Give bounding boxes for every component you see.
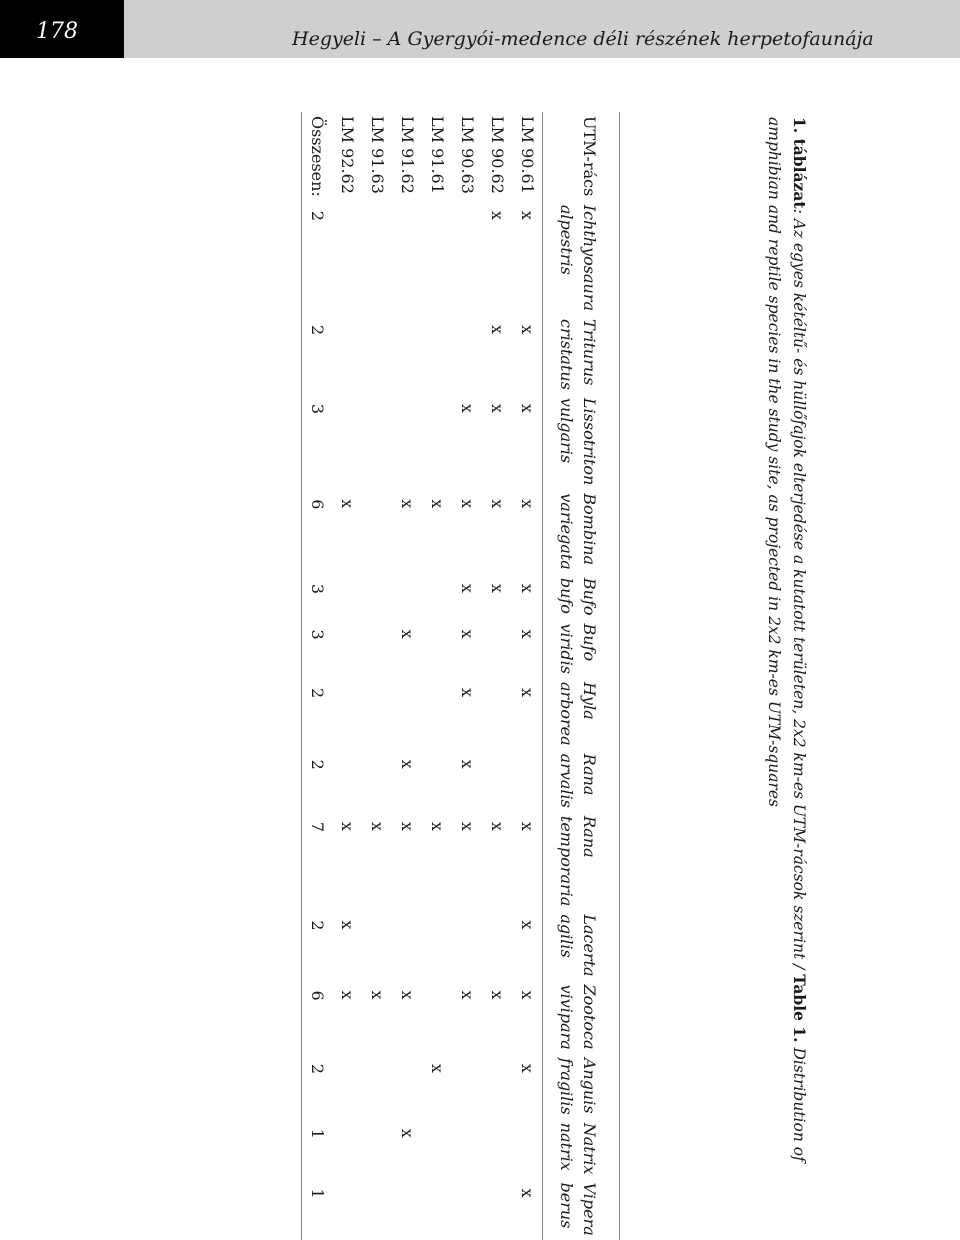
species-epithet: fragilis <box>557 1057 576 1115</box>
species-genus: Natrix <box>580 1122 599 1175</box>
caption-text-en: Distribution of amphibian and reptile species in the study site, as projected in 2x2 km-es UTM-squares <box>765 117 808 1162</box>
species-column-header <box>543 619 620 678</box>
presence-cell <box>422 910 452 980</box>
total-cell: 7 <box>302 812 333 910</box>
table-row <box>362 112 392 1240</box>
presence-cell <box>332 315 362 394</box>
presence-cell: x <box>458 403 477 413</box>
presence-cell: x <box>398 821 417 831</box>
species-epithet: agilis <box>557 914 576 958</box>
utm-cell: LM 90.63 <box>458 116 477 194</box>
distribution-table <box>301 112 620 1240</box>
presence-cell: x <box>518 821 537 831</box>
table-row <box>482 112 512 1240</box>
species-column-header <box>543 1179 620 1240</box>
utm-cell: LM 90.62 <box>488 116 507 194</box>
presence-cell <box>362 1119 392 1179</box>
total-cell: 2 <box>302 1054 333 1119</box>
species-epithet: cristatus <box>557 319 576 390</box>
species-column-header <box>543 678 620 750</box>
caption-text-hu: : Az egyes kétéltű- és hüllőfajok elterjedése a kutatott területen, 2x2 km-es UTM-rácsok szerint / <box>790 208 808 975</box>
page-number: 178 <box>36 19 78 44</box>
presence-cell: x <box>428 821 447 831</box>
presence-cell: x <box>518 210 537 220</box>
presence-cell <box>362 750 392 812</box>
caption-label-hu: 1. táblázat <box>790 117 809 209</box>
presence-cell <box>422 394 452 489</box>
presence-cell <box>392 1054 422 1119</box>
page-number-box <box>0 0 124 58</box>
species-column-header <box>543 1054 620 1119</box>
utm-cell: LM 92.62 <box>338 116 357 194</box>
presence-cell <box>362 394 392 489</box>
species-column-header <box>543 1119 620 1179</box>
species-column-header <box>543 812 620 910</box>
presence-cell <box>482 619 512 678</box>
presence-cell <box>362 489 392 574</box>
species-genus: Lacerta <box>580 914 599 977</box>
presence-cell: x <box>458 629 477 639</box>
utm-cell: LM 91.63 <box>368 116 387 194</box>
presence-cell <box>362 315 392 394</box>
presence-cell: x <box>398 499 417 509</box>
presence-cell: x <box>458 821 477 831</box>
table-row <box>452 112 482 1240</box>
presence-cell: x <box>428 499 447 509</box>
presence-cell <box>362 201 392 315</box>
presence-cell: x <box>488 210 507 220</box>
presence-cell <box>332 750 362 812</box>
total-cell: 3 <box>302 394 333 489</box>
species-genus: Hyla <box>580 681 599 720</box>
species-epithet: viridis <box>557 623 576 674</box>
presence-cell <box>362 1179 392 1240</box>
species-column-header <box>543 315 620 394</box>
presence-cell: x <box>398 1128 417 1138</box>
species-genus: Zootoca <box>580 984 599 1050</box>
presence-cell: x <box>338 821 357 831</box>
total-cell: 3 <box>302 574 333 620</box>
presence-cell: x <box>518 687 537 697</box>
presence-cell: x <box>368 821 387 831</box>
presence-cell <box>482 1054 512 1119</box>
presence-cell: x <box>488 403 507 413</box>
presence-cell: x <box>518 499 537 509</box>
species-genus: Vipera <box>580 1182 599 1236</box>
presence-cell: x <box>488 325 507 335</box>
presence-cell <box>332 619 362 678</box>
species-epithet: berus <box>557 1182 576 1229</box>
presence-cell: x <box>518 920 537 930</box>
species-genus: Ichthyosaura <box>580 204 599 312</box>
presence-cell <box>392 678 422 750</box>
presence-cell <box>422 619 452 678</box>
species-epithet: bufo <box>557 577 576 614</box>
presence-cell: x <box>488 499 507 509</box>
presence-cell: x <box>518 325 537 335</box>
table-row <box>422 112 452 1240</box>
table-row <box>332 112 362 1240</box>
presence-cell: x <box>398 759 417 769</box>
presence-cell <box>392 394 422 489</box>
running-title: Hegyeli – A Gyergyói-medence déli részének herpetofaunája <box>292 28 874 50</box>
species-epithet: vulgaris <box>557 397 576 464</box>
species-epithet: temporaria <box>557 815 576 907</box>
table-caption <box>761 117 812 1169</box>
utm-cell: LM 90.61 <box>518 116 537 194</box>
presence-cell <box>422 981 452 1054</box>
species-epithet: variegata <box>557 493 576 570</box>
totals-row <box>302 112 333 1240</box>
presence-cell <box>362 574 392 620</box>
table-row <box>392 112 422 1240</box>
presence-cell <box>362 678 392 750</box>
presence-cell: x <box>458 499 477 509</box>
utm-column-header: UTM-rács <box>543 112 620 201</box>
utm-cell: LM 91.61 <box>428 116 447 194</box>
species-epithet: arvalis <box>557 753 576 808</box>
presence-cell <box>482 910 512 980</box>
presence-cell: x <box>488 583 507 593</box>
presence-cell <box>392 315 422 394</box>
total-cell: 2 <box>302 910 333 980</box>
rotated-table-block <box>220 112 820 1236</box>
presence-cell <box>512 1119 543 1179</box>
presence-cell <box>452 201 482 315</box>
presence-cell <box>422 1179 452 1240</box>
species-genus: Triturus <box>580 319 599 386</box>
presence-cell: x <box>518 990 537 1000</box>
presence-cell: x <box>398 629 417 639</box>
presence-cell <box>332 1119 362 1179</box>
presence-cell <box>332 1179 362 1240</box>
presence-cell <box>332 574 362 620</box>
total-cell: 2 <box>302 315 333 394</box>
total-cell: 2 <box>302 750 333 812</box>
presence-cell <box>452 1054 482 1119</box>
presence-cell <box>332 394 362 489</box>
table-body <box>302 112 543 1240</box>
species-epithet: arborea <box>557 681 576 746</box>
caption-label-en: Table 1. <box>790 974 809 1043</box>
species-column-header <box>543 394 620 489</box>
presence-cell <box>392 201 422 315</box>
presence-cell <box>422 678 452 750</box>
presence-cell: x <box>488 990 507 1000</box>
presence-cell <box>362 1054 392 1119</box>
presence-cell: x <box>518 1063 537 1073</box>
utm-cell: LM 91.62 <box>398 116 417 194</box>
species-genus: Bombina <box>580 493 599 566</box>
total-cell: 2 <box>302 201 333 315</box>
presence-cell <box>422 1119 452 1179</box>
presence-cell: x <box>338 499 357 509</box>
presence-cell <box>422 315 452 394</box>
total-cell: 2 <box>302 678 333 750</box>
presence-cell: x <box>458 583 477 593</box>
presence-cell <box>392 1179 422 1240</box>
species-epithet: natrix <box>557 1122 576 1171</box>
species-genus: Rana <box>580 753 599 796</box>
table-row <box>512 112 543 1240</box>
presence-cell <box>482 750 512 812</box>
presence-cell: x <box>368 990 387 1000</box>
presence-cell: x <box>458 759 477 769</box>
total-cell: 6 <box>302 489 333 574</box>
total-cell: 1 <box>302 1179 333 1240</box>
species-genus: Bufo <box>580 623 599 662</box>
presence-cell <box>452 1119 482 1179</box>
species-genus: Bufo <box>580 577 599 616</box>
species-genus: Rana <box>580 815 599 858</box>
presence-cell <box>422 574 452 620</box>
species-column-header <box>543 981 620 1054</box>
presence-cell <box>332 678 362 750</box>
total-cell: 6 <box>302 981 333 1054</box>
species-genus: Lissotriton <box>580 397 599 486</box>
presence-cell <box>362 910 392 980</box>
species-column-header <box>543 750 620 812</box>
presence-cell <box>452 315 482 394</box>
presence-cell: x <box>458 687 477 697</box>
presence-cell <box>332 201 362 315</box>
species-column-header <box>543 910 620 980</box>
species-epithet: vivipara <box>557 984 576 1050</box>
presence-cell <box>482 1179 512 1240</box>
presence-cell <box>422 201 452 315</box>
presence-cell <box>332 1054 362 1119</box>
presence-cell: x <box>338 920 357 930</box>
presence-cell: x <box>338 990 357 1000</box>
presence-cell: x <box>518 403 537 413</box>
table-header-row <box>543 112 620 1240</box>
presence-cell: x <box>518 629 537 639</box>
species-epithet: alpestris <box>557 204 576 275</box>
page-header <box>0 0 960 58</box>
species-column-header <box>543 201 620 315</box>
presence-cell <box>452 1179 482 1240</box>
species-genus: Anguis <box>580 1057 599 1114</box>
presence-cell <box>362 619 392 678</box>
presence-cell: x <box>488 821 507 831</box>
species-column-header <box>543 489 620 574</box>
presence-cell <box>392 574 422 620</box>
total-cell: 1 <box>302 1119 333 1179</box>
presence-cell: x <box>398 990 417 1000</box>
presence-cell <box>512 750 543 812</box>
presence-cell <box>392 910 422 980</box>
presence-cell <box>422 750 452 812</box>
presence-cell: x <box>428 1063 447 1073</box>
presence-cell <box>482 678 512 750</box>
presence-cell: x <box>458 990 477 1000</box>
presence-cell: x <box>518 583 537 593</box>
presence-cell: x <box>518 1188 537 1198</box>
presence-cell <box>452 910 482 980</box>
species-column-header <box>543 574 620 620</box>
total-cell: 3 <box>302 619 333 678</box>
totals-label: Összesen: <box>302 112 333 201</box>
presence-cell <box>482 1119 512 1179</box>
